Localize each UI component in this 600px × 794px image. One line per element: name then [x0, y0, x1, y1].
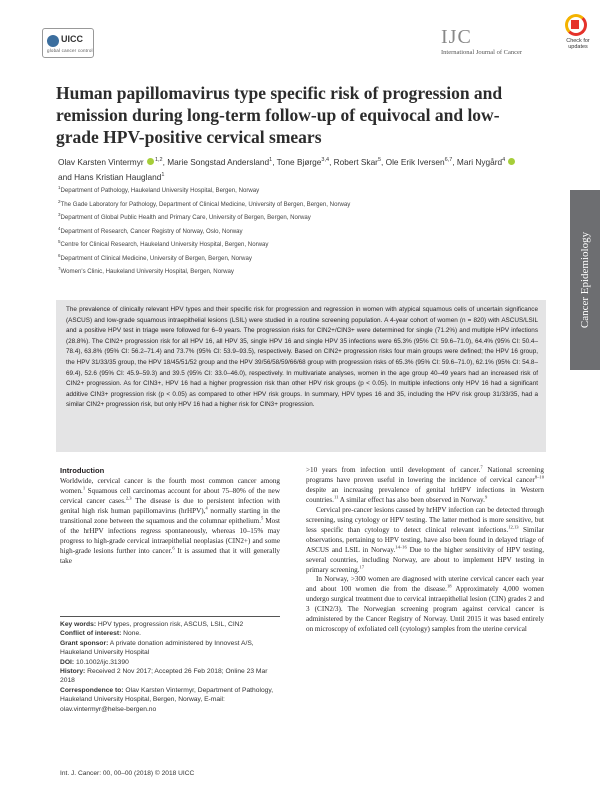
article-metadata [60, 616, 280, 714]
divider [60, 616, 280, 617]
affiliation-number: 3 [58, 212, 61, 218]
author-name: , Tone Bjørge [272, 156, 322, 167]
citation-ref[interactable]: 6 [172, 545, 175, 551]
section-side-label: Cancer Epidemiology [579, 231, 591, 329]
body-text: despite an increasing prevalence of genital hrHPV infections in Western countries. [306, 485, 544, 504]
meta-label: Grant sponsor: [60, 639, 109, 647]
history [60, 667, 280, 686]
body-text: National screening programs have proven useful in lowering the incidence of cervical cancer [306, 466, 544, 484]
meta-label: Correspondence to: [60, 686, 124, 694]
logo-text: UICC [61, 34, 83, 44]
affiliation-item [58, 264, 528, 278]
citation-ref[interactable]: 9 [484, 494, 488, 500]
body-text: Most of the hrHPV infections regress spontaneously, whereas 10–15% may progress to high-grade cervical intraepithelial neoplasias (CIN2+) and some high-grade lesions further into cancer. [60, 516, 280, 555]
citation-ref[interactable]: 5 [261, 515, 264, 521]
affiliation-item [58, 224, 528, 238]
author-affil: 4 [502, 157, 506, 163]
meta-value: Received 2 Nov 2017; Accepted 26 Feb 2018; Online 23 Mar 2018 [60, 668, 268, 685]
affiliation-item [58, 183, 528, 197]
doi-link[interactable]: 10.1002/ijc.31390 [74, 658, 129, 666]
body-text: Approximately 4,000 women undergo surgical treatment due to cervical intraepithelial lesion (CIN) grades 2 and 3 (CIN2/3). The Norwegian screening program against cervical cancer is administered by the Cancer Registry of Norway. Until 2015 it was based entirely on microscopy of exfoliated cell (cytology) samples from the uterine cervical [306, 585, 545, 634]
citation-ref[interactable]: 12,13 [508, 524, 519, 530]
meta-value: Olav Karsten Vintermyr, Department of Pathology, Haukeland University Hospital, Bergen, Norway, E-mail: olav.vintermyr@helse-bergen.no [60, 686, 274, 713]
author-name: , Marie Songstad Andersland [162, 156, 270, 167]
meta-value: A private donation administered by Innovest A/S, Haukeland University Hospital [60, 639, 254, 657]
body-text: >10 years from infection until development of cancer. [306, 466, 481, 474]
body-text: Similar observations, pertaining to HPV testing, have also been found in delayed triage of ASCUS and LSIL in Norway. [306, 525, 545, 554]
body-text: In Norway, >300 women are diagnosed with uterine cervical cancer each year and about 100 women die from the disease. [306, 575, 544, 594]
affiliation-text: Department of Global Public Health and Primary Care, University of Bergen, Bergen, Norway [60, 214, 311, 222]
affiliation-number: 2 [58, 198, 61, 204]
meta-label: Key words: [60, 621, 97, 628]
author-name: Olav Karsten Vintermyr [58, 156, 144, 167]
keywords [60, 620, 280, 629]
body-text: Worldwide, cervical cancer is the fourth most common cancer among women. [60, 476, 280, 495]
meta-value: None. [121, 630, 142, 638]
affiliation-text: The Gade Laboratory for Pathology, Department of Clinical Medicine, University of Bergen, Bergen, Norway [60, 200, 351, 208]
meta-label: Conflict of interest: [60, 630, 122, 638]
affiliation-number: 7 [58, 266, 61, 272]
author-name: , Ole Erik Iversen [381, 156, 445, 167]
author-affil: 1 [161, 171, 165, 178]
body-column-left [60, 466, 280, 567]
author-affil: 3,4 [321, 157, 330, 163]
affiliation-text: Centre for Clinical Research, Haukeland University Hospital, Bergen, Norway [60, 241, 269, 249]
affiliation-item [58, 197, 528, 211]
affiliation-text: Department of Clinical Medicine, University of Bergen, Bergen, Norway [60, 254, 252, 262]
author-name: and Hans Kristian Haugland [58, 171, 162, 182]
doi [60, 658, 280, 667]
body-column-right [306, 466, 544, 635]
author-list [58, 154, 528, 184]
globe-icon [47, 35, 59, 47]
conflict-of-interest [60, 629, 280, 638]
affiliation-number: 6 [58, 252, 61, 258]
affiliation-number: 1 [58, 185, 61, 190]
author-affil: 1,2 [154, 157, 163, 163]
abstract-text: The prevalence of clinically relevant HPV types and their specific risk for progression and regression in women with atypical squamous cells of uncertain significance (ASCUS) and low-grade squamous intraepithelial lesions (LSIL) were studied in a routine screening population. A 4-year cohort of women (n = 820) with ASCUS/LSIL and a positive HPV test in triage were followed for 6–9 years. The progression risks for CIN2+/CIN3+ were determined for single (71.2%) and multiple HPV infections (28.8%). The CIN2+ progression risk for all HPV 16, all HPV 35, single HPV 16 and single HPV 35 infections were 65.3% (95% CI: 59.6–71.0), 64.4% (95% CI: 50.4–78.4), 63.8% (95% CI: 56.2–71.4) and 73.7% (95% CI: 53.9–93.5), respectively. Based on CIN2+ progression risks four main groups were defined; the HPV 16 group, the HPV 31/33/35 group, the HPV 18/45/51/52 group and the HPV 39/56/58/59/66/68 group with progression risks of 65.3% (95% CI: 59.6–71.0), 62.1% (95% CI: 54.8–69.4), 52.6 (95% CI: 45.9–59.3) and 39.5 (95% CI: 33.0–46.0), respectively. In multivariate analyses, women in the age group 40–49 years had an increased risk of CIN2+ progression. As for CIN3+, HPV 16 had a higher progression risk than other HPV risk groups (p < 0.05). In multiple infections only HPV 16 had a significant additive CIN3+ progression risk (p < 0.05) as compared to other HPV risk groups. In summary, HPV types 16 and 35, including the HPV risk group 31/33/35, had a similar CIN2+ progression risk, but only HPV 16 had a higher risk for CIN3+ progression. [66, 306, 538, 409]
meta-label: History: [60, 668, 86, 676]
affiliation-text: Department of Pathology, Haukeland University Hospital, Bergen, Norway [60, 187, 260, 195]
affiliation-text: Women's Clinic, Haukeland University Hospital, Bergen, Norway [60, 268, 234, 276]
grant-sponsor [60, 639, 280, 658]
citation-ref[interactable]: 14–16 [395, 544, 407, 550]
journal-name: International Journal of Cancer [441, 49, 523, 56]
citation-ref[interactable]: 18 [446, 584, 452, 590]
body-text: Due to the higher sensitivity of HPV testing, several countries, including Norway, are about to implement HPV testing in primary screening. [306, 545, 544, 574]
body-text: Squamous cell carcinomas account for about 75–80% of the new cervical cancer cases. [60, 486, 280, 505]
body-text: A similar effect has also been observed in Norway. [338, 495, 485, 504]
author-affil: 6,7 [444, 157, 453, 163]
affiliation-number: 4 [58, 225, 61, 231]
body-text: normally starting in the transitional zone between the squamous and the columnar epithelium. [60, 506, 280, 525]
body-text: Cervical pre-cancer lesions caused by hrHPV infection can be detected through screening, using cytology or HPV testing. The latter method is more sensitive, but less specific than cytology to detect clinical relevant infections. [306, 505, 544, 534]
citation-ref[interactable]: 7 [480, 464, 483, 470]
orcid-icon[interactable] [508, 158, 515, 165]
body-paragraph [306, 466, 544, 506]
uicc-logo [42, 28, 94, 58]
affiliations [58, 183, 528, 278]
body-paragraph [306, 506, 544, 576]
citation-ref[interactable]: 8–10 [534, 474, 544, 480]
affiliation-item [58, 237, 528, 251]
citation-ref[interactable]: 4 [205, 505, 208, 511]
journal-abbreviation: IJC [441, 26, 472, 48]
body-text: It is assumed that it will generally take [60, 546, 280, 565]
body-paragraph [306, 575, 544, 635]
correspondence [60, 686, 280, 714]
crossmark-label: Check for updates [566, 38, 590, 50]
body-text: The disease is due to persistent infection with genital high risk human papillomavirus (hrHPV), [60, 496, 280, 515]
affiliation-item [58, 251, 528, 265]
meta-label: DOI: [60, 658, 75, 666]
citation-ref[interactable]: 2,3 [125, 495, 132, 501]
author-affil: 5 [377, 157, 382, 163]
affiliation-number: 5 [58, 239, 61, 245]
author-name: , Robert Skar [329, 156, 378, 167]
meta-value: HPV types, progression risk, ASCUS, LSIL, CIN2 [96, 621, 244, 628]
citation-ref[interactable]: 11 [333, 494, 339, 500]
article-title: Human papillomavirus type specific risk of progression and remission during long-term follow-up of equivocal and low-grade HPV-positive cervical smears [56, 83, 503, 147]
crossmark-button[interactable] [562, 14, 592, 56]
citation-ref[interactable]: 1 [82, 485, 86, 491]
body-paragraph [60, 477, 280, 567]
page-footer: Int. J. Cancer: 00, 00–00 (2018) © 2018 UICC [60, 770, 195, 777]
affiliation-text: Department of Research, Cancer Registry of Norway, Oslo, Norway [60, 227, 243, 235]
citation-ref[interactable]: 17 [359, 564, 365, 570]
affiliation-item [58, 210, 528, 224]
author-affil: 1 [269, 157, 273, 163]
logo-subtext: global cancer control [47, 48, 93, 53]
bookmark-icon [571, 20, 579, 29]
orcid-icon[interactable] [147, 158, 154, 165]
author-name: , Mari Nygård [452, 156, 503, 167]
section-heading: Introduction [60, 466, 105, 475]
